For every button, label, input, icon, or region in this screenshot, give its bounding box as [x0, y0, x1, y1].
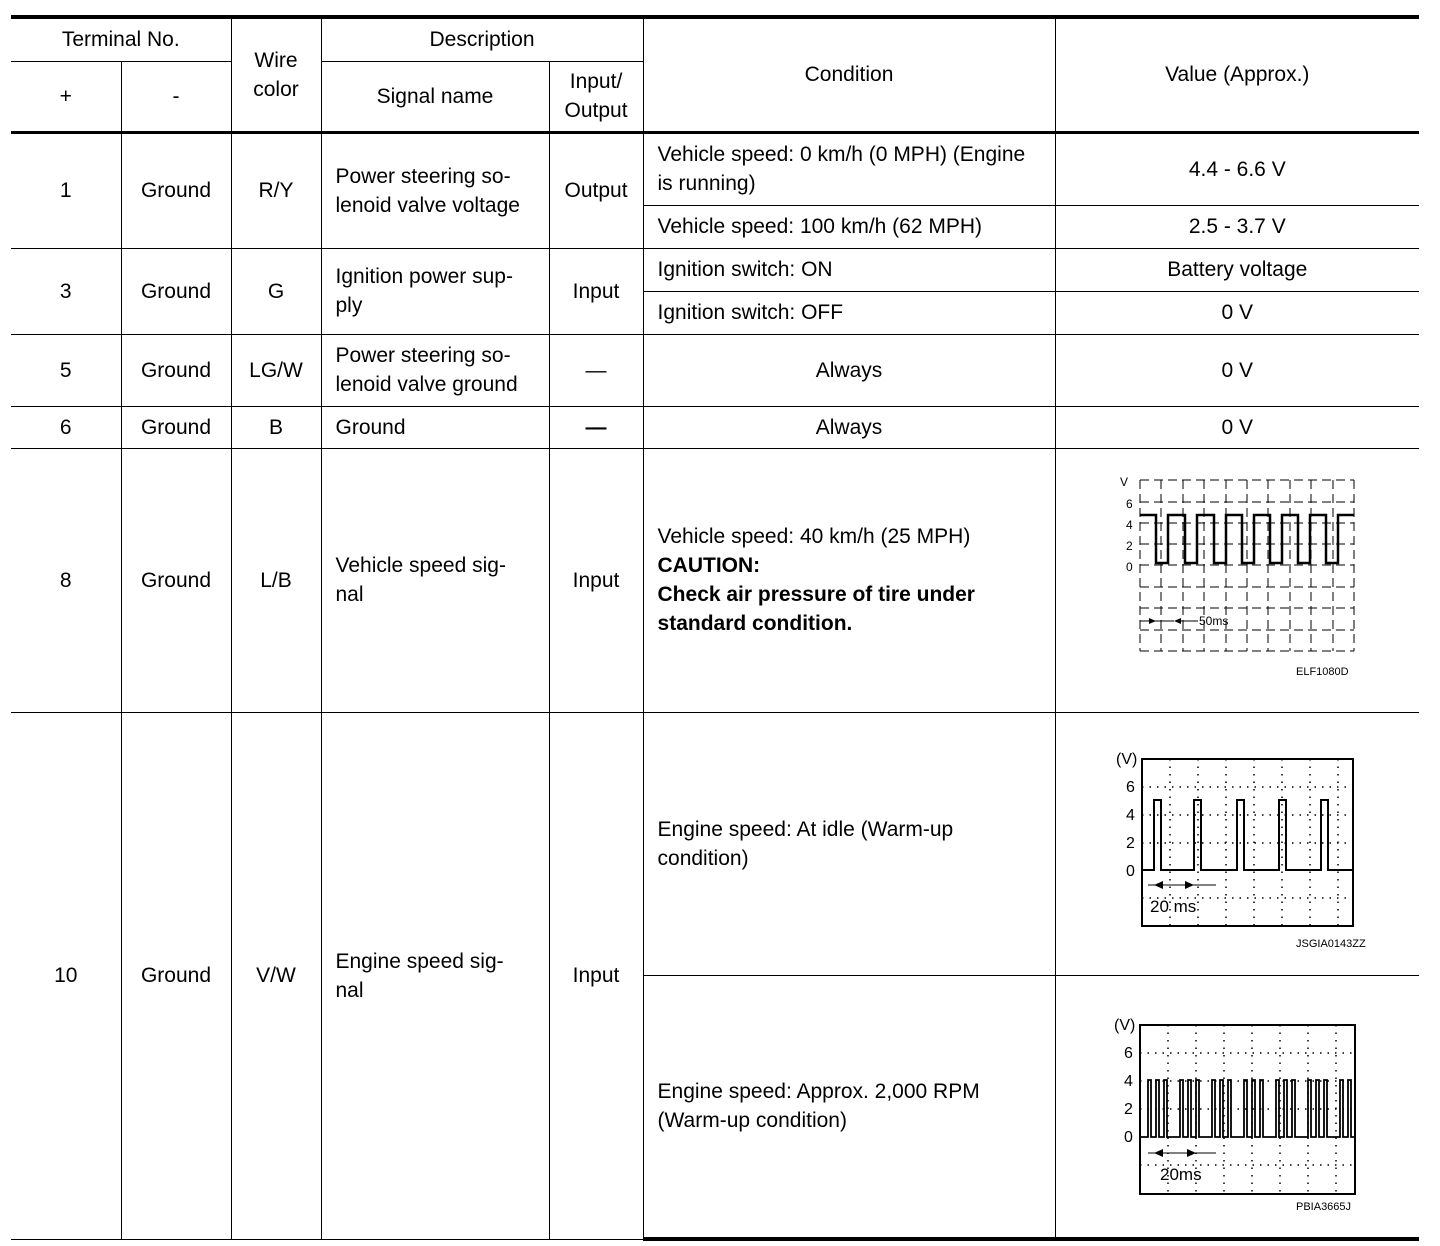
signal-name: Ground	[321, 406, 549, 448]
condition: Vehicle speed: 100 km/h (62 MPH)	[643, 205, 1055, 248]
y-tick: 4	[1125, 518, 1133, 532]
y-tick: 0	[1123, 1129, 1133, 1147]
period-label: 50ms	[1198, 614, 1228, 628]
condition-cell	[643, 448, 1055, 712]
waveform-cell	[1055, 975, 1419, 1239]
signal-name: Vehicle speed sig- nal	[321, 448, 549, 712]
period-label: 20ms	[1159, 1165, 1202, 1185]
signal-name: Engine speed sig- nal	[321, 712, 549, 1239]
table-row	[11, 334, 1419, 406]
wire-color: B	[231, 406, 321, 448]
condition: Always	[643, 334, 1055, 406]
value: 4.4 - 6.6 V	[1055, 132, 1419, 205]
wire-color: G	[231, 248, 321, 334]
caution-text: Check air pressure of tire under standard condition.	[657, 583, 975, 635]
input-output: Input	[549, 448, 643, 712]
terminal-minus: Ground	[121, 248, 231, 334]
y-tick: 6	[1125, 497, 1133, 511]
terminal-spec-table	[11, 15, 1419, 1241]
period-label: 20 ms	[1149, 896, 1196, 916]
header-plus: +	[11, 61, 121, 132]
y-tick: 2	[1125, 834, 1135, 852]
y-tick: 0	[1125, 560, 1133, 574]
header-wire-color: Wire color	[231, 17, 321, 132]
waveform-engine-2000rpm	[1056, 996, 1420, 1216]
header-condition: Condition	[643, 17, 1055, 132]
terminal-minus: Ground	[121, 132, 231, 248]
y-tick: 2	[1125, 539, 1133, 553]
input-output: —	[549, 406, 643, 448]
header-value: Value (Approx.)	[1055, 17, 1419, 132]
terminal-minus: Ground	[121, 448, 231, 712]
y-tick: 0	[1125, 862, 1135, 880]
table-row	[11, 448, 1419, 712]
signal-name: Ignition power sup- ply	[321, 248, 549, 334]
input-output: Output	[549, 132, 643, 248]
figure-code: ELF1080D	[1295, 666, 1349, 678]
table-row	[11, 712, 1419, 975]
value: 2.5 - 3.7 V	[1055, 205, 1419, 248]
wire-color: R/Y	[231, 132, 321, 248]
terminal-plus: 3	[11, 248, 121, 334]
waveform-engine-idle	[1056, 734, 1420, 954]
terminal-minus: Ground	[121, 406, 231, 448]
signal-name: Power steering so- lenoid valve voltage	[321, 132, 549, 248]
terminal-plus: 10	[11, 712, 121, 1239]
condition: Engine speed: Approx. 2,000 RPM (Warm-up condition)	[643, 975, 1055, 1239]
terminal-plus: 5	[11, 334, 121, 406]
axis-unit: (V)	[1115, 750, 1137, 768]
header-input-output: Input/ Output	[549, 61, 643, 132]
signal-name: Power steering so- lenoid valve ground	[321, 334, 549, 406]
condition: Always	[643, 406, 1055, 448]
value: 0 V	[1055, 291, 1419, 334]
condition: Vehicle speed: 0 km/h (0 MPH) (Engine is running)	[643, 132, 1055, 205]
figure-code: PBIA3665J	[1295, 1201, 1351, 1214]
table-row	[11, 132, 1419, 205]
condition: Ignition switch: ON	[643, 248, 1055, 291]
condition: Engine speed: At idle (Warm-up condition)	[643, 712, 1055, 975]
header-signal-name: Signal name	[321, 61, 549, 132]
axis-unit: (V)	[1113, 1017, 1135, 1035]
wire-color: L/B	[231, 448, 321, 712]
terminal-plus: 8	[11, 448, 121, 712]
y-tick: 6	[1125, 778, 1135, 796]
wire-color: LG/W	[231, 334, 321, 406]
waveform-cell	[1055, 712, 1419, 975]
terminal-plus: 6	[11, 406, 121, 448]
input-output: Input	[549, 248, 643, 334]
table-row	[11, 406, 1419, 448]
input-output: —	[549, 334, 643, 406]
waveform-vehicle-speed	[1056, 475, 1420, 685]
header-minus: -	[121, 61, 231, 132]
figure-code: JSGIA0143ZZ	[1295, 937, 1366, 950]
terminal-plus: 1	[11, 132, 121, 248]
y-tick: 4	[1125, 806, 1135, 824]
header-terminal-no: Terminal No.	[11, 17, 231, 61]
value: Battery voltage	[1055, 248, 1419, 291]
y-tick: 2	[1123, 1101, 1133, 1119]
value: 0 V	[1055, 334, 1419, 406]
input-output: Input	[549, 712, 643, 1239]
condition: Ignition switch: OFF	[643, 291, 1055, 334]
caution-label: CAUTION:	[657, 554, 761, 577]
wire-color: V/W	[231, 712, 321, 1239]
terminal-minus: Ground	[121, 712, 231, 1239]
table-row	[11, 248, 1419, 291]
y-tick: 4	[1123, 1073, 1133, 1091]
terminal-minus: Ground	[121, 334, 231, 406]
y-tick: 6	[1123, 1045, 1133, 1063]
axis-unit: V	[1119, 475, 1128, 489]
waveform-cell	[1055, 448, 1419, 712]
value: 0 V	[1055, 406, 1419, 448]
header-description: Description	[321, 17, 643, 61]
condition: Vehicle speed: 40 km/h (25 MPH)	[657, 525, 971, 548]
